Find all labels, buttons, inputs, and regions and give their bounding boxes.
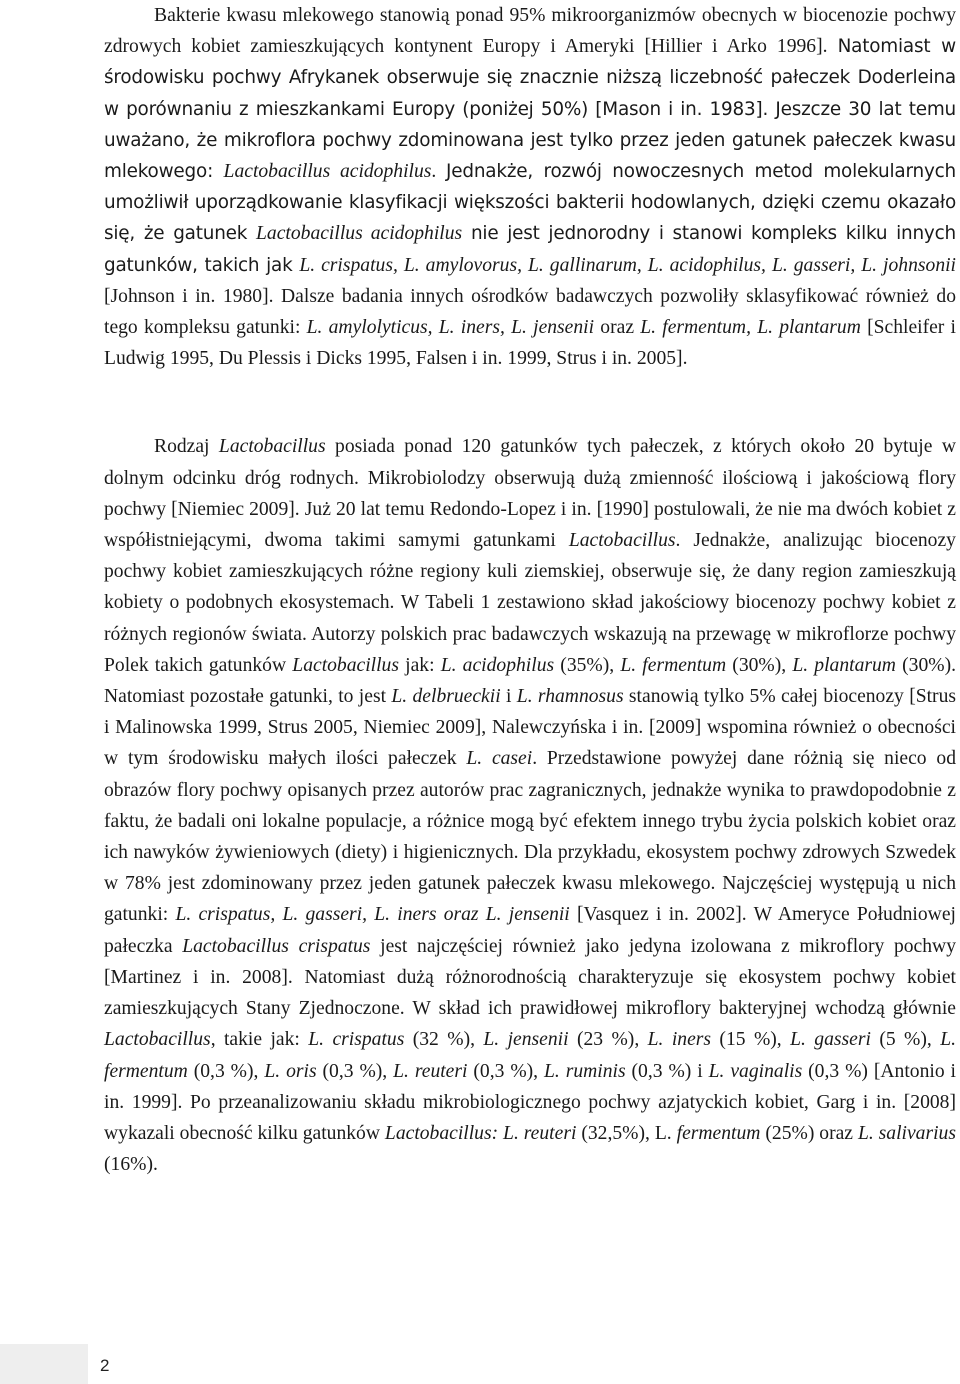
italic-term: L. fermentum	[620, 654, 727, 676]
italic-term: L. amylolyticus, L. iners, L. jensenii	[306, 317, 595, 339]
text-run: (0,3 %),	[467, 1060, 544, 1082]
italic-term: L. fermentum, L. plantarum	[640, 317, 861, 339]
italic-term: L. fermentum	[104, 1029, 956, 1082]
paragraph-1	[104, 0, 956, 374]
italic-term: L. rhamnosus	[516, 686, 624, 708]
text-run: (30%). Natomiast pozostałe gatunki, to jest	[104, 654, 957, 708]
text-run: (5 %),	[870, 1029, 941, 1051]
italic-term: Lactobacillus	[218, 436, 326, 458]
italic-term: L. crispatus, L. amylovorus, L. gallinarum, L. acidophilus, L. gasseri, L. johnsonii	[299, 254, 957, 276]
text-run: (30%),	[726, 654, 793, 676]
text-run: stanowią tylko 5% całej biocenozy [Strus i Malinowska 1999, Strus 2005, Niemiec 2009], Nalewczyńska i in. [2009] wspomina również o obecności w tym środowisku małych ilości pałeczek	[104, 686, 957, 770]
italic-term: L. acidophilus	[440, 654, 555, 676]
italic-term: L. crispatus	[308, 1029, 405, 1051]
text-run: [Johnson i in. 1980]. Dalsze badania innych ośrodków badawczych pozwoliły sklasyfikować również do tego kompleksu gatunki:	[104, 285, 956, 339]
text-run: [Schleifer i Ludwig 1995, Du Plessis i Dicks 1995, Falsen i in. 1999, Strus i in. 2005].	[104, 317, 956, 370]
text-run: (0,3 %) [Antonio i in. 1999]. Po przeanalizowaniu składu mikrobiologicznego pochwy azjatyckich kobiet, Garg i in. [2008] wykazali obecność kilku gatunków	[104, 1060, 956, 1144]
italic-term: L. oris	[264, 1060, 317, 1082]
text-run: [Vasquez i in. 2002]. W Ameryce Południowej pałeczka	[104, 904, 956, 957]
italic-term: Lactobacillus: L. reuteri	[384, 1122, 577, 1144]
text-run: posiada ponad 120 gatunków tych pałeczek, z których około 20 bytuje w dolnym odcinku dróg rodnych. Mikrobiolodzy obserwują dużą zmienność ilościową i jakościową flory pochwy [Niemiec 2009]. Już 20 lat temu Redondo-Lopez i in. [1990] postulowali, że nie ma dwóch kobiet z współistniejącymi, dwoma takimi samymi gatunkami	[104, 436, 956, 552]
italic-term: L. ruminis	[544, 1060, 626, 1082]
italic-term: L. vaginalis	[708, 1060, 803, 1082]
text-run: Bakterie kwasu mlekowego stanowią ponad 95% mikroorganizmów obecnych w biocenozie pochwy zdrowych kobiet zamieszkujących kontynent Europy i Ameryki [Hillier i Arko 1996].	[104, 5, 956, 58]
italic-term: L. gasseri	[790, 1029, 871, 1051]
italic-term: L. jensenii	[483, 1029, 569, 1051]
italic-term: L. casei	[466, 748, 533, 770]
text-run: . Jednakże, analizując biocenozy pochwy kobiet zamieszkujących różne regiony kuli ziemskiej, obserwuje się, że dany region zamieszkują kobiety o podobnych ekosystemach. W Tabeli 1 zestawiono skład jakościowy biocenozy pochwy kobiet z różnych regionów świata. Autorzy polskich prac badawczych wskazują na przewagę w mikroflorze pochwy Polek takich gatunków	[104, 530, 956, 676]
italic-term: L. salivarius	[857, 1122, 956, 1144]
italic-term: Lactobacillus crispatus	[182, 935, 371, 957]
text-run: oraz	[594, 317, 641, 339]
text-run: (15 %),	[711, 1029, 791, 1051]
text-run: Jednakże, rozwój nowoczesnych metod molekularnych umożliwił uporządkowanie klasyfikacji większości bakterii hodowlanych, dzięki czemu okazało się, że gatunek	[104, 161, 956, 245]
italic-term: fermentum	[676, 1122, 761, 1144]
text-run: (0,3 %),	[187, 1060, 265, 1082]
text-run: .	[431, 161, 447, 183]
text-run: . Przedstawione powyżej dane różnią się nieco od obrazów flory pochwy opisanych przez autorów prac zagranicznych, jednakże wynika to prawdopodobnie z faktu, że badali oni lokalne populacje, a różnice mogą być efektem innego trybu życia polskich kobiet oraz ich nawyków żywieniowych (diety) i higienicznych. Dla przykładu, ekosystem pochwy zdrowych Szwedek w 78% jest zdominowany przez jeden gatunek pałeczek kwasu mlekowego. Najczęściej występują u nich gatunki:	[104, 748, 956, 926]
text-run: (35%),	[554, 654, 621, 676]
text-run: , takie jak:	[210, 1029, 309, 1051]
text-run: jak:	[398, 654, 441, 676]
text-column	[104, 0, 956, 1180]
italic-term: Lactobacillus	[568, 530, 676, 552]
italic-term: L. reuteri	[393, 1060, 468, 1082]
text-run: Natomiast w środowisku pochwy Afrykanek obserwuje się znacznie niższą liczebność pałeczek Doderleina w porównaniu z mieszkankami Europy (poniżej 50%) [Mason i in. 1983]. Jeszcze 30 lat temu uważano, że mikroflora pochwy zdominowana jest tylko przez jeden gatunek pałeczek kwasu mlekowego:	[104, 36, 956, 183]
text-run: (0,3 %) i	[625, 1060, 709, 1082]
italic-term: Lactobacillus acidophilus	[223, 161, 432, 183]
text-run: (0,3 %),	[316, 1060, 394, 1082]
text-run: Rodzaj	[154, 436, 219, 458]
text-run: (25%) oraz	[760, 1122, 858, 1144]
paragraph-2	[104, 431, 956, 1180]
text-run: (23 %),	[568, 1029, 648, 1051]
text-run: nie jest jednorodny i stanowi kompleks kilku innych gatunków, takich jak	[104, 223, 956, 276]
italic-term: L. iners	[647, 1029, 712, 1051]
text-run: i	[500, 686, 517, 708]
page-number-tab	[0, 1344, 88, 1384]
text-run: (32,5%), L.	[576, 1122, 677, 1144]
italic-term: Lactobacillus acidophilus	[256, 223, 463, 245]
text-run: (32 %),	[404, 1029, 484, 1051]
italic-term: Lactobacillus	[292, 654, 399, 676]
italic-term: L. delbrueckii	[391, 686, 501, 708]
italic-term: L. crispatus, L. gasseri, L. iners oraz L. jensenii	[175, 904, 570, 926]
italic-term: Lactobacillus	[104, 1029, 211, 1051]
text-run: (16%).	[104, 1154, 158, 1176]
text-run: jest najczęściej również jako jedyna izolowana z mikroflory pochwy [Martinez i in. 2008]. Natomiast dużą różnorodnością charakteryzuje się ekosystem pochwy kobiet zamieszkujących Stany Zjednoczone. W skład ich prawidłowej mikroflory bakteryjnej wchodzą głównie	[104, 935, 956, 1020]
italic-term: L. plantarum	[792, 654, 896, 676]
page-number: 2	[100, 1356, 110, 1375]
